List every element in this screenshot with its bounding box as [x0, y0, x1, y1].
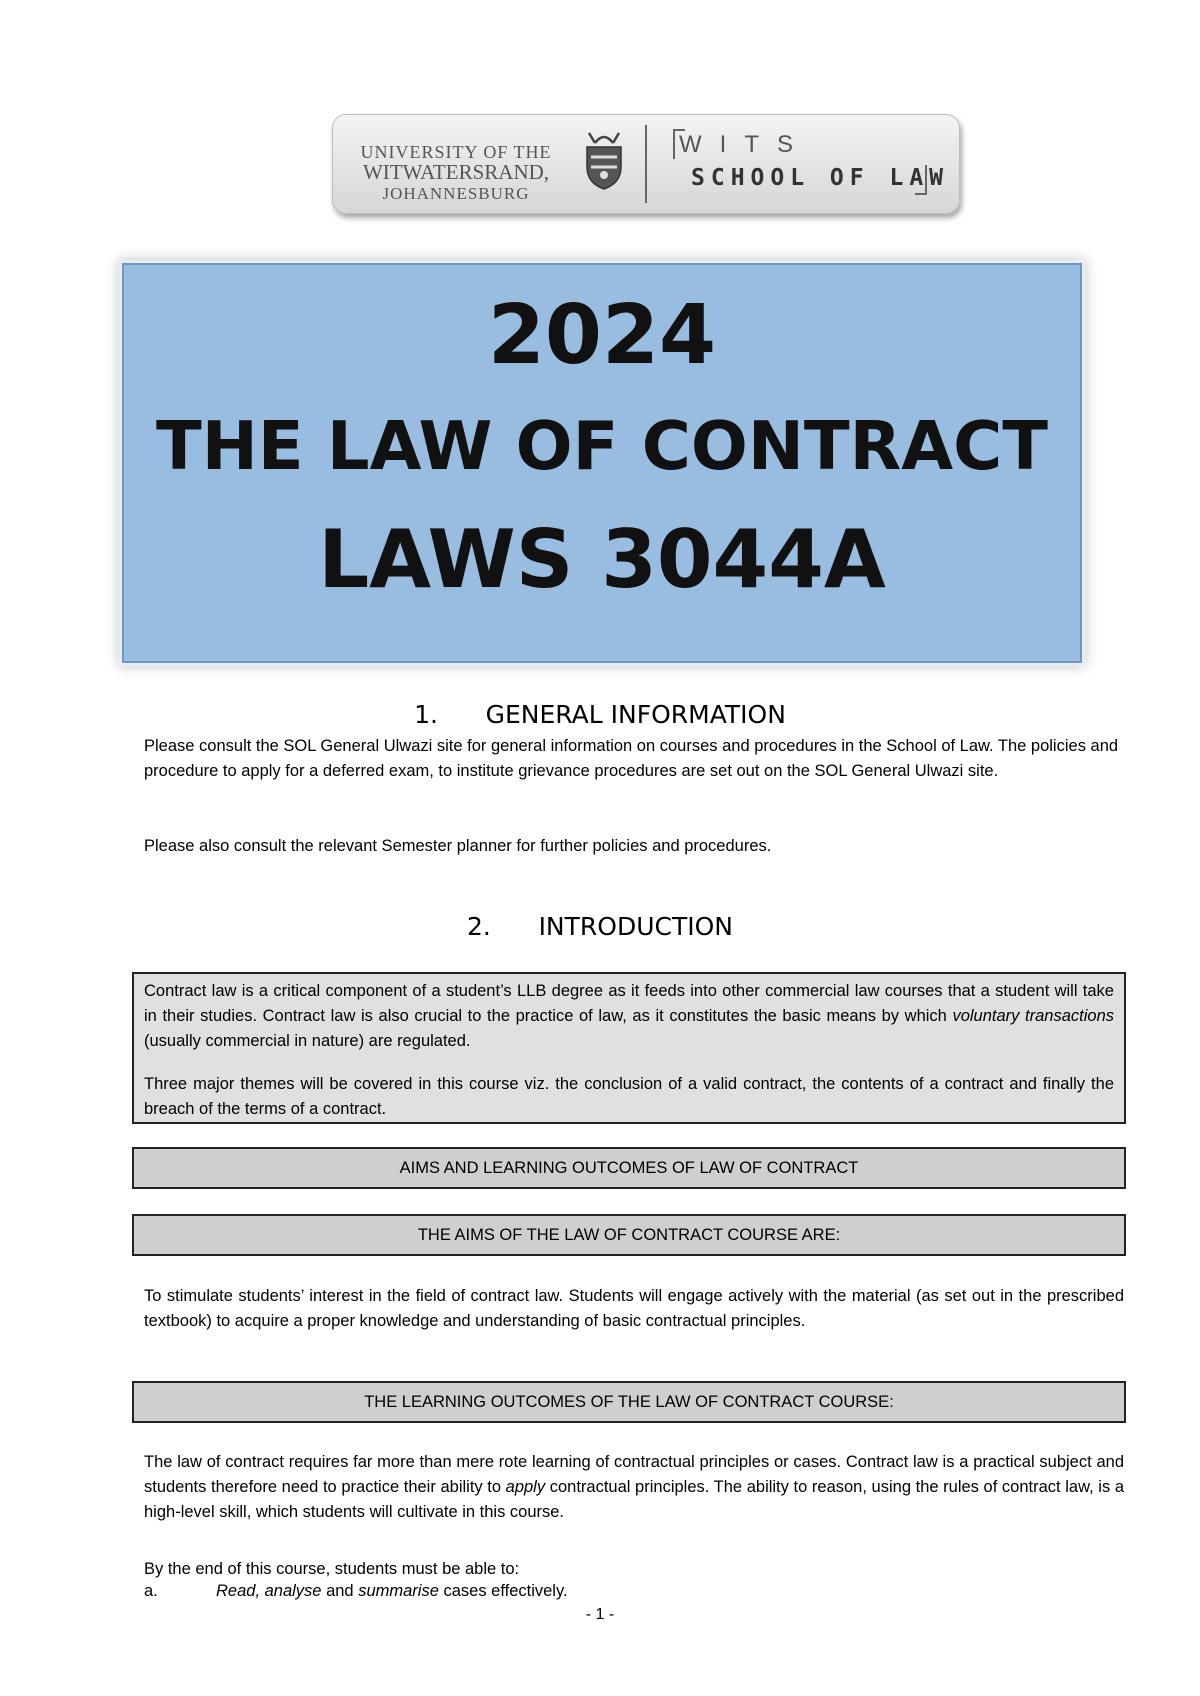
- section2-title: INTRODUCTION: [538, 912, 733, 941]
- page-number: - 1 -: [585, 1606, 615, 1623]
- by-end-text: By the end of this course, students must be able to:: [144, 1560, 520, 1578]
- item-a-and: and: [321, 1582, 359, 1600]
- outcomes-text-end: contractual principles. The ability to reason, using the rules of contract law, is a high-level skill, which students will cultivate in this course.: [144, 1478, 1124, 1521]
- item-a-read: Read, analyse: [216, 1582, 322, 1600]
- title-course-name: THE LAW OF CONTRACT: [156, 407, 1048, 485]
- outcomes-text: [144, 1450, 1124, 1525]
- intro-paragraph1: [144, 979, 1114, 1054]
- section2-number: 2.: [467, 912, 491, 941]
- wits-wordmark: WITS: [679, 131, 811, 158]
- item-a-summarise: summarise: [358, 1582, 439, 1600]
- intro-p1-text: Contract law is a critical component of a student’s LLB degree as it feeds into other commercial law courses that a student will take in their studies. Contract law is also crucial to the practice of law, as it constitutes the basic means by which: [144, 982, 1114, 1025]
- logo-divider: [645, 125, 647, 203]
- title-year: 2024: [487, 288, 717, 383]
- intro-p1-text-end: (usually commercial in nature) are regulated.: [144, 1032, 471, 1050]
- outcomes-emphasis: apply: [505, 1478, 546, 1496]
- crest-icon: [581, 129, 627, 191]
- section1-title: GENERAL INFORMATION: [485, 700, 786, 729]
- list-item-a: [216, 1582, 568, 1601]
- university-line3: JOHANNESBURG: [382, 184, 530, 203]
- bracket-bottom-right: [915, 165, 927, 195]
- section1-heading: [0, 700, 1200, 729]
- item-a-rest: cases effectively.: [438, 1582, 568, 1600]
- section1-para2: Please also consult the relevant Semester planner for further policies and procedures.: [144, 837, 772, 855]
- aims-outcomes-bar: AIMS AND LEARNING OUTCOMES OF LAW OF CONTRACT: [132, 1147, 1126, 1189]
- university-line1: UNIVERSITY OF THE: [360, 142, 552, 162]
- introduction-box: [132, 972, 1126, 1124]
- school-of-law-wordmark: SCHOOL OF LAW: [691, 165, 950, 191]
- title-course-code: LAWS 3044A: [318, 513, 886, 606]
- aims-text: To stimulate students’ interest in the field of contract law. Students will engage actively with the material (as set out in the prescribed textbook) to acquire a proper knowledge and understanding of basic contractual principles.: [144, 1287, 1124, 1330]
- aims-bar: THE AIMS OF THE LAW OF CONTRACT COURSE ARE:: [132, 1214, 1126, 1256]
- university-line2: WITWATERSRAND,: [362, 160, 550, 184]
- title-box: [122, 263, 1082, 663]
- outcomes-text-start: The law of contract requires far more than mere rote learning of contractual principles or cases. Contract law is a practical subject and students therefore need to practice their ability to: [144, 1453, 1124, 1496]
- intro-paragraph2: Three major themes will be covered in this course viz. the conclusion of a valid contract, the contents of a contract and finally the breach of the terms of a contract.: [144, 1075, 1114, 1118]
- list-item-a-label: a.: [144, 1582, 158, 1600]
- section2-heading: [0, 912, 1200, 941]
- section1-para1: Please consult the SOL General Ulwazi site for general information on courses and procedures in the School of Law. The policies and procedure to apply for a deferred exam, to institute grievance procedures are set out on the SOL General Ulwazi site.: [144, 737, 1119, 780]
- intro-p1-emphasis: voluntary transactions: [952, 1007, 1114, 1025]
- section1-number: 1.: [414, 700, 438, 729]
- outcomes-bar: THE LEARNING OUTCOMES OF THE LAW OF CONTRACT COURSE:: [132, 1381, 1126, 1423]
- university-logo-banner: [332, 114, 960, 214]
- university-wordmark: [345, 143, 567, 202]
